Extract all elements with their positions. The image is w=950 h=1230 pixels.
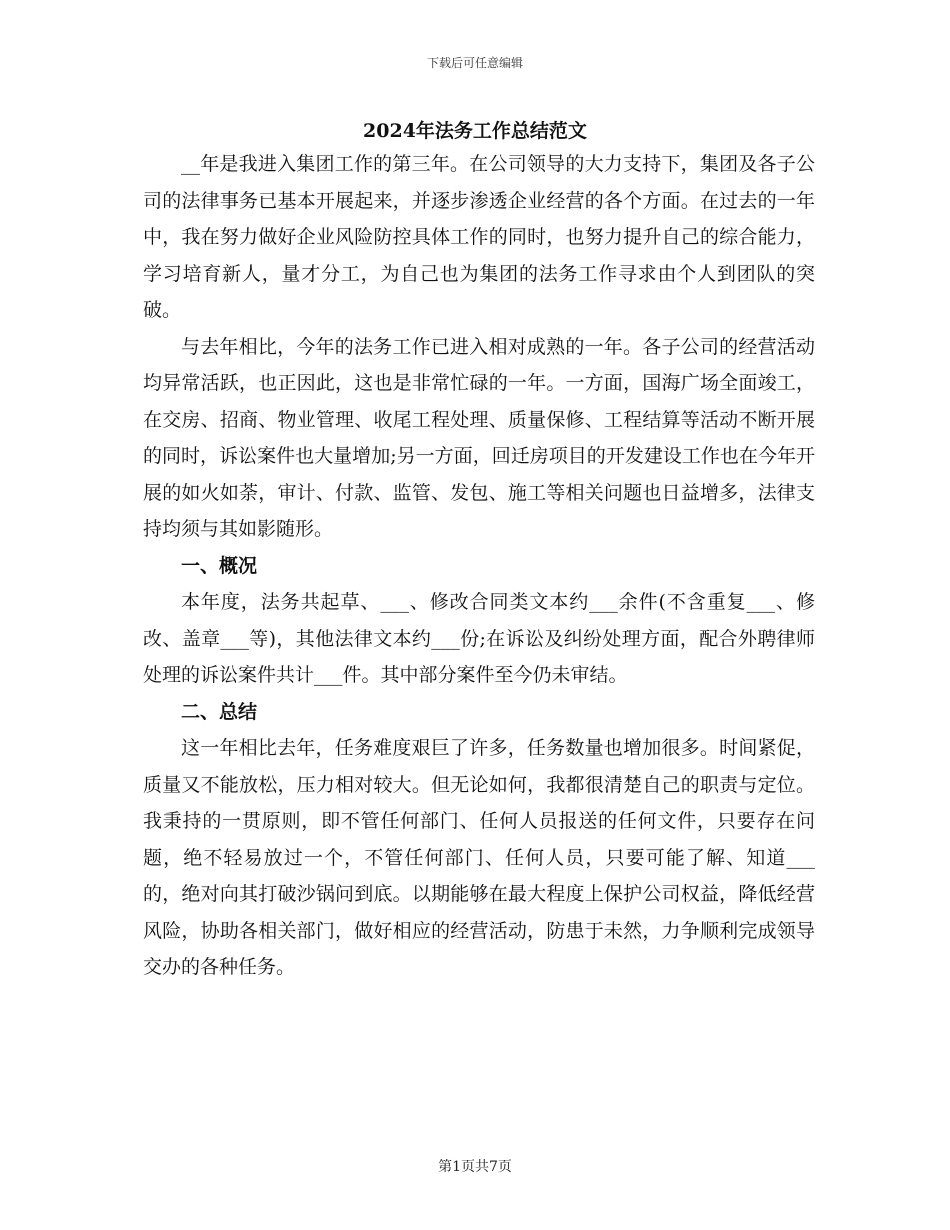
summary-paragraph: 这一年相比去年，任务难度艰巨了许多，任务数量也增加很多。时间紧促，质量又不能放松，压力相对较大。但无论如何，我都很清楚自己的职责与定位。我秉持的一贯原则，即不管任何部门、任何人员报送的任何文件，只要存在问题，绝不轻易放过一个，不管任何部门、任何人员，只要可能了解、知道___的，绝对向其打破沙锅问到底。以期能够在最大程度上保护公司权益，降低经营风险，协助各相关部门，做好相应的经营活动，防患于未然，力争顺利完成领导交办的各种任务。 — [143, 737, 815, 978]
page-number-footer: 第1页共7页 — [438, 1159, 512, 1175]
overview-paragraph: 本年度，法务共起草、___、修改合同类文本约___余件(不含重复___、修改、盖章___等)，其他法律文本约___份;在诉讼及纠纷处理方面，配合外聘律师处理的诉讼案件共计___件。其中部分案件至今仍未审结。 — [143, 591, 815, 686]
document-body — [143, 146, 815, 986]
document-title: 2024年法务工作总结范文 — [363, 120, 587, 142]
page-header-note: 下载后可任意编辑 — [426, 56, 523, 70]
section-heading-summary: 二、总结 — [181, 700, 258, 723]
intro-paragraph-2: 与去年相比，今年的法务工作已进入相对成熟的一年。各子公司的经营活动均异常活跃，也正因此，这也是非常忙碌的一年。一方面，国海广场全面竣工，在交房、招商、物业管理、收尾工程处理、质量保修、工程结算等活动不断开展的同时，诉讼案件也大量增加;另一方面，回迁房项目的开发建设工作也在今年开展的如火如荼，审计、付款、监管、发包、施工等相关问题也日益增多，法律支持均须与其如影随形。 — [143, 335, 815, 540]
intro-paragraph-1: __年是我进入集团工作的第三年。在公司领导的大力支持下，集团及各子公司的法律事务已基本开展起来，并逐步渗透企业经营的各个方面。在过去的一年中，我在努力做好企业风险防控具体工作的同时，也努力提升自己的综合能力，学习培育新人，量才分工，为自己也为集团的法务工作寻求由个人到团队的突破。 — [143, 153, 815, 321]
section-heading-overview: 一、概况 — [181, 554, 258, 577]
